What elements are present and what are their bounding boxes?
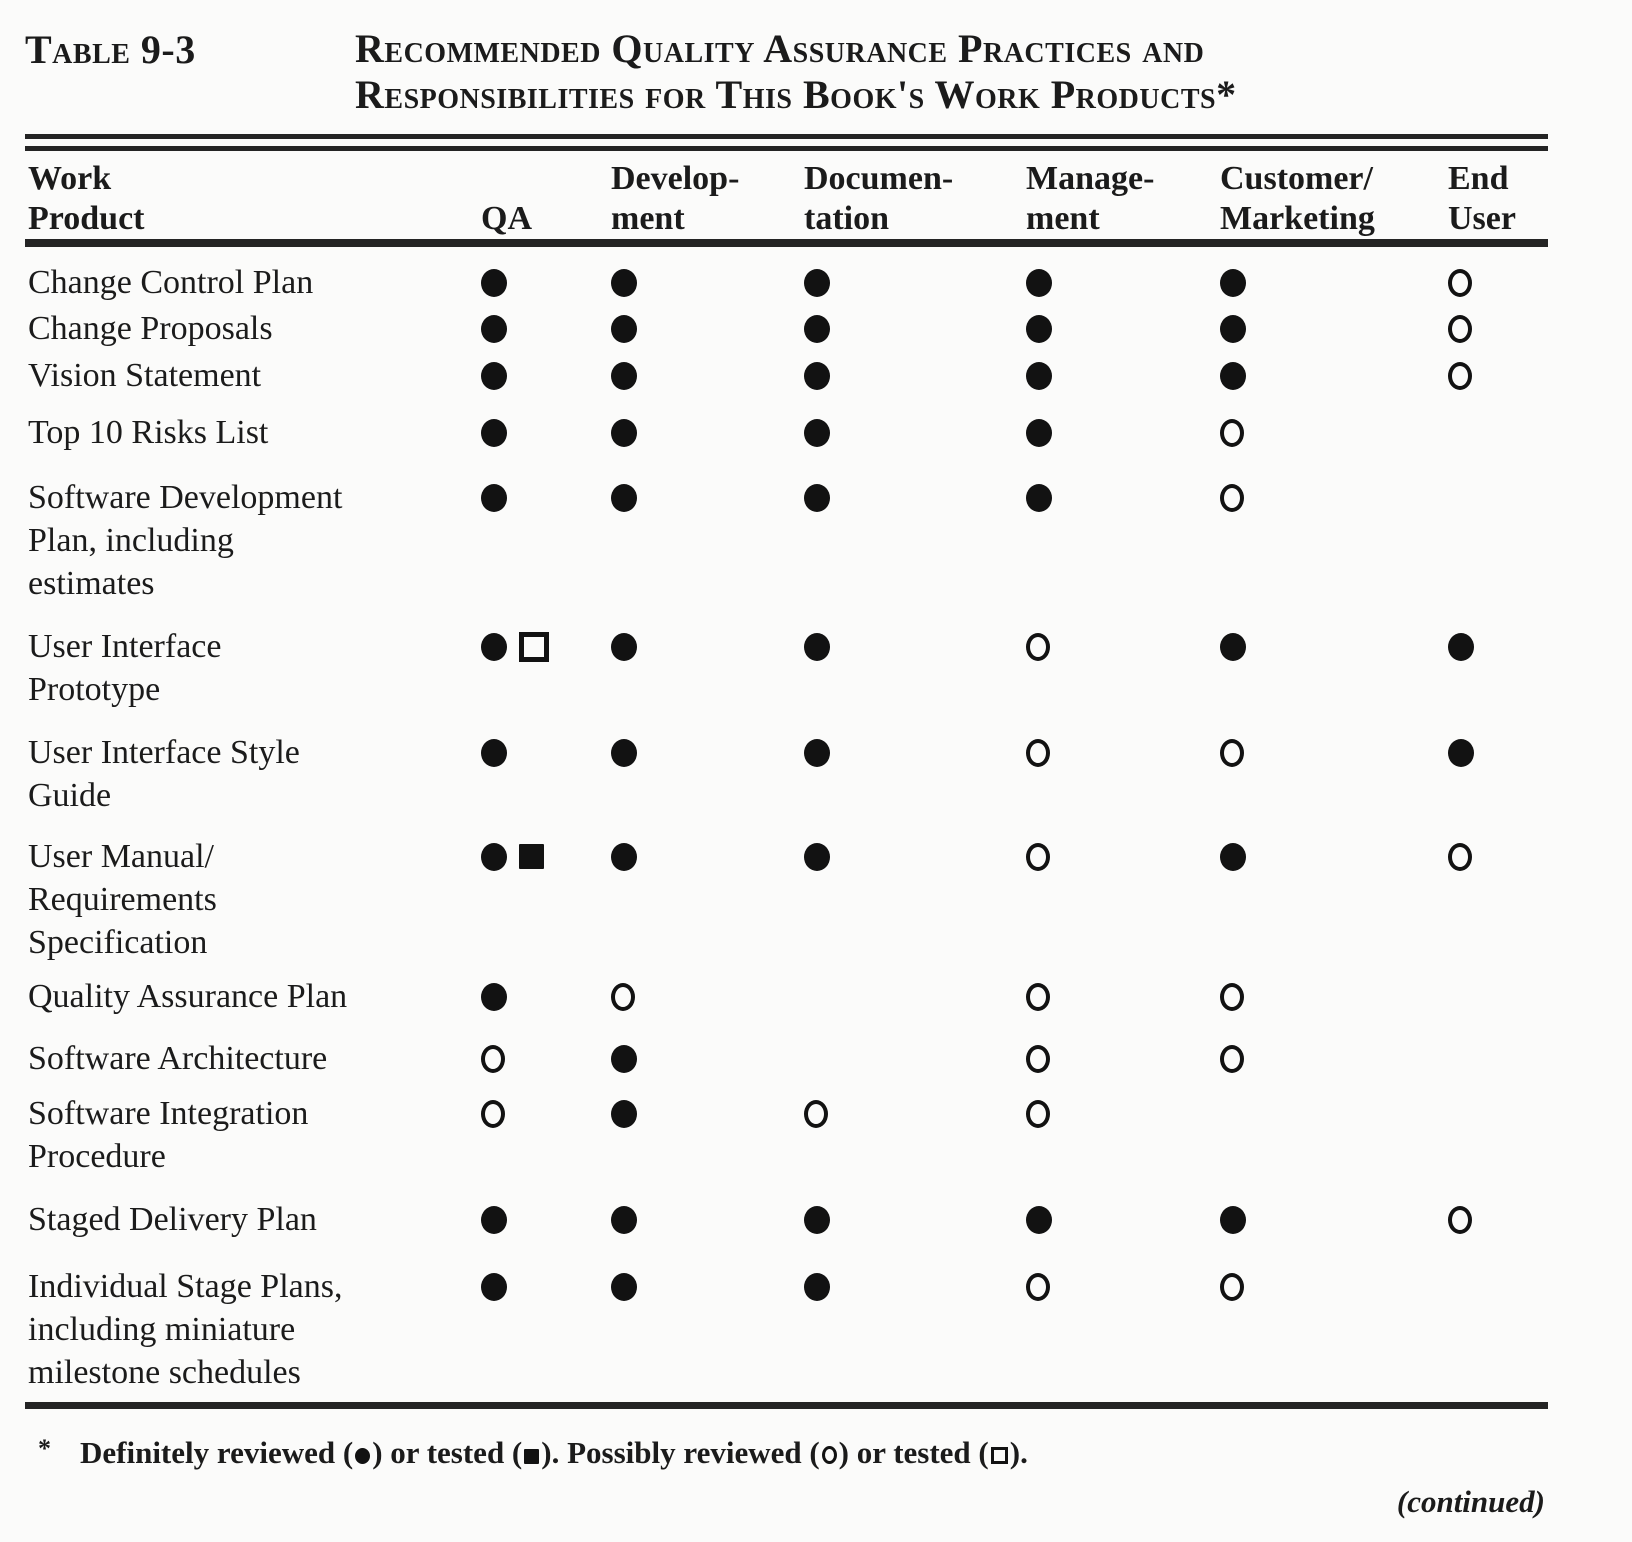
work-product-label-line: Software Architecture <box>28 1040 328 1077</box>
header-underline-rule <box>25 239 1548 247</box>
definitely-reviewed-icon <box>481 315 507 343</box>
header-line: Documen- <box>804 160 954 197</box>
possibly-reviewed-icon <box>481 1100 505 1128</box>
definitely-reviewed-icon <box>804 484 830 512</box>
symbol-cell-customer_marketing <box>1212 1092 1440 1135</box>
definitely-reviewed-icon <box>804 419 830 447</box>
definitely-tested-icon <box>524 1449 539 1464</box>
table-top-rule <box>25 134 1548 151</box>
work-product-label-line: Vision Statement <box>28 357 262 394</box>
definitely-reviewed-icon <box>1220 269 1246 297</box>
definitely-reviewed-icon <box>611 269 637 297</box>
footnote-segment: ). <box>1009 1435 1028 1470</box>
symbol-cell-documentation <box>796 354 1018 397</box>
work-product-label-line: Requirements <box>28 881 217 918</box>
work-product-label <box>25 731 473 817</box>
definitely-reviewed-icon <box>804 633 830 661</box>
header-cell-customer_marketing <box>1212 159 1440 239</box>
work-product-label-line: Specification <box>28 924 208 961</box>
header-cell-development <box>603 159 796 239</box>
table-row <box>25 1092 1625 1178</box>
possibly-reviewed-icon <box>1448 362 1472 390</box>
symbol-cell-management <box>1018 1092 1212 1135</box>
symbol-cell-end_user <box>1440 975 1620 1018</box>
work-product-label <box>25 354 473 397</box>
table-row <box>25 261 1625 304</box>
definitely-reviewed-icon <box>611 1273 637 1301</box>
header-cell-end_user <box>1440 159 1620 239</box>
symbol-cell-end_user <box>1440 1037 1620 1080</box>
symbol-cell-end_user <box>1440 476 1620 519</box>
possibly-reviewed-icon <box>1026 1045 1050 1073</box>
table-row <box>25 975 1625 1018</box>
definitely-tested-icon <box>519 844 544 869</box>
possibly-reviewed-icon <box>481 1045 505 1073</box>
symbol-cell-customer_marketing <box>1212 731 1440 774</box>
definitely-reviewed-icon <box>611 315 637 343</box>
definitely-reviewed-icon <box>1026 484 1052 512</box>
footnote-segment: ) or tested ( <box>838 1435 989 1470</box>
work-product-label-line: Quality Assurance Plan <box>28 978 348 1015</box>
symbol-cell-qa <box>473 1198 603 1241</box>
definitely-reviewed-icon <box>481 419 507 447</box>
work-product-label-line: User Interface Style <box>28 734 300 771</box>
symbol-cell-documentation <box>796 307 1018 350</box>
work-product-label-line: milestone schedules <box>28 1354 301 1391</box>
definitely-reviewed-icon <box>611 484 637 512</box>
definitely-reviewed-icon <box>481 1206 507 1234</box>
symbol-cell-qa <box>473 476 603 519</box>
symbol-cell-development <box>603 307 796 350</box>
possibly-reviewed-icon <box>1026 1100 1050 1128</box>
possibly-reviewed-icon <box>1026 739 1050 767</box>
footnote-segment: ) or tested ( <box>372 1435 523 1470</box>
work-product-label <box>25 1092 473 1178</box>
work-product-label-line: Individual Stage Plans, <box>28 1268 343 1305</box>
possibly-reviewed-icon <box>1220 739 1244 767</box>
continued-label: (continued) <box>1396 1484 1545 1519</box>
header-line: ment <box>1026 200 1100 237</box>
work-product-label <box>25 1198 473 1241</box>
possibly-reviewed-icon <box>1026 1273 1050 1301</box>
work-product-label-line: Software Integration <box>28 1095 309 1132</box>
symbol-cell-qa <box>473 1092 603 1135</box>
symbol-cell-documentation <box>796 261 1018 304</box>
work-product-label-line: Software Development <box>28 479 343 516</box>
symbol-cell-end_user <box>1440 1265 1620 1308</box>
possibly-tested-icon <box>519 632 549 662</box>
work-product-label <box>25 261 473 304</box>
definitely-reviewed-icon <box>1026 362 1052 390</box>
symbol-cell-management <box>1018 354 1212 397</box>
definitely-reviewed-icon <box>611 419 637 447</box>
possibly-reviewed-icon <box>1220 1273 1244 1301</box>
symbol-cell-documentation <box>796 975 1018 1018</box>
symbol-cell-end_user <box>1440 261 1620 304</box>
table-row <box>25 476 1625 605</box>
possibly-reviewed-icon <box>1026 633 1050 661</box>
definitely-reviewed-icon <box>1220 843 1246 871</box>
symbol-cell-development <box>603 261 796 304</box>
definitely-reviewed-icon <box>355 1448 370 1464</box>
definitely-reviewed-icon <box>1026 419 1052 447</box>
symbol-cell-development <box>603 835 796 878</box>
symbol-cell-customer_marketing <box>1212 625 1440 668</box>
symbol-cell-documentation <box>796 1092 1018 1135</box>
symbol-cell-management <box>1018 975 1212 1018</box>
work-product-label <box>25 625 473 711</box>
work-product-label <box>25 476 473 605</box>
definitely-reviewed-icon <box>804 362 830 390</box>
definitely-reviewed-icon <box>804 1273 830 1301</box>
symbol-cell-end_user <box>1440 307 1620 350</box>
definitely-reviewed-icon <box>1448 633 1474 661</box>
symbol-cell-end_user <box>1440 731 1620 774</box>
table-row <box>25 307 1625 350</box>
symbol-cell-management <box>1018 411 1212 454</box>
symbol-cell-documentation <box>796 1198 1018 1241</box>
symbol-cell-qa <box>473 1037 603 1080</box>
definitely-reviewed-icon <box>1026 315 1052 343</box>
table-title-line-1: Recommended Quality Assurance Practices and <box>355 26 1205 71</box>
header-line: Work <box>28 160 112 197</box>
header-line: tation <box>804 200 889 237</box>
symbol-cell-customer_marketing <box>1212 354 1440 397</box>
table-row <box>25 835 1625 964</box>
symbol-cell-end_user <box>1440 1198 1620 1241</box>
work-product-label-line: User Interface <box>28 628 222 665</box>
definitely-reviewed-icon <box>481 362 507 390</box>
definitely-reviewed-icon <box>481 269 507 297</box>
symbol-cell-development <box>603 1198 796 1241</box>
symbol-cell-management <box>1018 835 1212 878</box>
definitely-reviewed-icon <box>804 739 830 767</box>
definitely-reviewed-icon <box>804 315 830 343</box>
work-product-label-line: Top 10 Risks List <box>28 414 269 451</box>
symbol-cell-end_user <box>1440 625 1620 668</box>
header-cell-qa <box>473 159 603 239</box>
symbol-cell-customer_marketing <box>1212 1198 1440 1241</box>
definitely-reviewed-icon <box>611 633 637 661</box>
symbol-cell-documentation <box>796 476 1018 519</box>
definitely-reviewed-icon <box>611 1045 637 1073</box>
table-row <box>25 1037 1625 1080</box>
table-row <box>25 354 1625 397</box>
possibly-reviewed-icon <box>611 983 635 1011</box>
footnote-segment: Definitely reviewed ( <box>80 1435 354 1470</box>
symbol-cell-end_user <box>1440 354 1620 397</box>
header-line: Marketing <box>1220 200 1375 237</box>
possibly-reviewed-icon <box>1026 983 1050 1011</box>
table-bottom-rule <box>25 1402 1548 1409</box>
symbol-cell-development <box>603 476 796 519</box>
work-product-label-line: Guide <box>28 777 112 814</box>
symbol-cell-end_user <box>1440 1092 1620 1135</box>
header-line: Develop- <box>611 160 740 197</box>
table-label: Table 9-3 <box>25 27 196 72</box>
work-product-label <box>25 1037 473 1080</box>
header-line: End <box>1448 160 1509 197</box>
definitely-reviewed-icon <box>1220 633 1246 661</box>
table-body <box>25 261 1625 1394</box>
work-product-label-line: Plan, including <box>28 522 234 559</box>
header-line: ment <box>611 200 685 237</box>
symbol-cell-customer_marketing <box>1212 975 1440 1018</box>
symbol-cell-development <box>603 411 796 454</box>
table-header-row <box>25 151 1625 239</box>
table-title-line-2: Responsibilities for This Book's Work Products* <box>355 72 1237 117</box>
table-row <box>25 1265 1625 1394</box>
possibly-reviewed-icon <box>804 1100 828 1128</box>
definitely-reviewed-icon <box>804 843 830 871</box>
symbol-cell-end_user <box>1440 411 1620 454</box>
footnote <box>25 1435 1625 1471</box>
definitely-reviewed-icon <box>1448 739 1474 767</box>
symbol-cell-qa <box>473 731 603 774</box>
table-row <box>25 625 1625 711</box>
definitely-reviewed-icon <box>1220 315 1246 343</box>
possibly-reviewed-icon <box>1220 484 1244 512</box>
definitely-reviewed-icon <box>611 843 637 871</box>
possibly-reviewed-icon <box>1220 419 1244 447</box>
symbol-cell-development <box>603 975 796 1018</box>
symbol-cell-qa <box>473 261 603 304</box>
header-cell-documentation <box>796 159 1018 239</box>
work-product-label-line: Change Control Plan <box>28 264 314 301</box>
definitely-reviewed-icon <box>611 1206 637 1234</box>
work-product-label-line: User Manual/ <box>28 838 215 875</box>
symbol-cell-customer_marketing <box>1212 1265 1440 1308</box>
definitely-reviewed-icon <box>1220 1206 1246 1234</box>
work-product-label-line: Prototype <box>28 671 161 708</box>
symbol-cell-management <box>1018 261 1212 304</box>
work-product-label <box>25 835 473 964</box>
symbol-cell-development <box>603 1265 796 1308</box>
footnote-marker: * <box>38 1434 51 1463</box>
symbol-cell-development <box>603 731 796 774</box>
symbol-cell-customer_marketing <box>1212 835 1440 878</box>
symbol-cell-customer_marketing <box>1212 1037 1440 1080</box>
symbol-cell-management <box>1018 625 1212 668</box>
definitely-reviewed-icon <box>611 739 637 767</box>
work-product-label-line: including miniature <box>28 1311 296 1348</box>
symbol-cell-documentation <box>796 835 1018 878</box>
symbol-cell-documentation <box>796 731 1018 774</box>
symbol-cell-development <box>603 1037 796 1080</box>
symbol-cell-management <box>1018 476 1212 519</box>
definitely-reviewed-icon <box>1026 1206 1052 1234</box>
definitely-reviewed-icon <box>481 633 507 661</box>
header-line: Product <box>28 200 145 237</box>
symbol-cell-management <box>1018 731 1212 774</box>
possibly-reviewed-icon <box>1220 1045 1244 1073</box>
symbol-cell-development <box>603 1092 796 1135</box>
table-row <box>25 731 1625 817</box>
symbol-cell-end_user <box>1440 835 1620 878</box>
symbol-cell-qa <box>473 1265 603 1308</box>
work-product-label-line: Staged Delivery Plan <box>28 1201 317 1238</box>
symbol-cell-customer_marketing <box>1212 411 1440 454</box>
symbol-cell-management <box>1018 1198 1212 1241</box>
header-cell-management <box>1018 159 1212 239</box>
symbol-cell-documentation <box>796 625 1018 668</box>
symbol-cell-development <box>603 625 796 668</box>
definitely-reviewed-icon <box>1026 269 1052 297</box>
table-caption <box>25 26 1625 118</box>
work-product-label <box>25 411 473 454</box>
symbol-cell-qa <box>473 835 603 878</box>
definitely-reviewed-icon <box>611 1100 637 1128</box>
footnote-segment: ). Possibly reviewed ( <box>541 1435 820 1470</box>
definitely-reviewed-icon <box>611 362 637 390</box>
symbol-cell-development <box>603 354 796 397</box>
definitely-reviewed-icon <box>804 269 830 297</box>
work-product-label-line: Change Proposals <box>28 310 273 347</box>
definitely-reviewed-icon <box>481 983 507 1011</box>
work-product-label <box>25 975 473 1018</box>
symbol-cell-documentation <box>796 1037 1018 1080</box>
possibly-reviewed-icon <box>1448 1206 1472 1234</box>
symbol-cell-customer_marketing <box>1212 307 1440 350</box>
symbol-cell-qa <box>473 354 603 397</box>
header-line: Customer/ <box>1220 160 1373 197</box>
symbol-cell-documentation <box>796 1265 1018 1308</box>
header-line: QA <box>481 200 532 237</box>
possibly-reviewed-icon <box>1448 843 1472 871</box>
possibly-reviewed-icon <box>1448 315 1472 343</box>
definitely-reviewed-icon <box>481 484 507 512</box>
possibly-reviewed-icon <box>822 1446 837 1464</box>
footnote-text <box>80 1435 1028 1471</box>
symbol-cell-management <box>1018 1037 1212 1080</box>
symbol-cell-customer_marketing <box>1212 476 1440 519</box>
symbol-cell-customer_marketing <box>1212 261 1440 304</box>
work-product-label-line: estimates <box>28 565 155 602</box>
symbol-cell-qa <box>473 307 603 350</box>
work-product-label-line: Procedure <box>28 1138 166 1175</box>
symbol-cell-documentation <box>796 411 1018 454</box>
possibly-reviewed-icon <box>1448 269 1472 297</box>
work-product-label <box>25 1265 473 1394</box>
table-title <box>355 26 1237 118</box>
definitely-reviewed-icon <box>481 1273 507 1301</box>
definitely-reviewed-icon <box>804 1206 830 1234</box>
possibly-tested-icon <box>991 1447 1008 1464</box>
symbol-cell-qa <box>473 975 603 1018</box>
table-row <box>25 1198 1625 1241</box>
symbol-cell-qa <box>473 411 603 454</box>
definitely-reviewed-icon <box>481 739 507 767</box>
possibly-reviewed-icon <box>1220 983 1244 1011</box>
symbol-cell-qa <box>473 625 603 668</box>
header-line <box>481 159 603 199</box>
symbol-cell-management <box>1018 307 1212 350</box>
symbol-cell-management <box>1018 1265 1212 1308</box>
definitely-reviewed-icon <box>1220 362 1246 390</box>
header-line: Manage- <box>1026 160 1155 197</box>
header-line: User <box>1448 200 1516 237</box>
work-product-label <box>25 307 473 350</box>
possibly-reviewed-icon <box>1026 843 1050 871</box>
table-row <box>25 411 1625 454</box>
header-cell-work_product <box>25 159 473 239</box>
scanned-page <box>25 0 1625 1519</box>
definitely-reviewed-icon <box>481 843 507 871</box>
